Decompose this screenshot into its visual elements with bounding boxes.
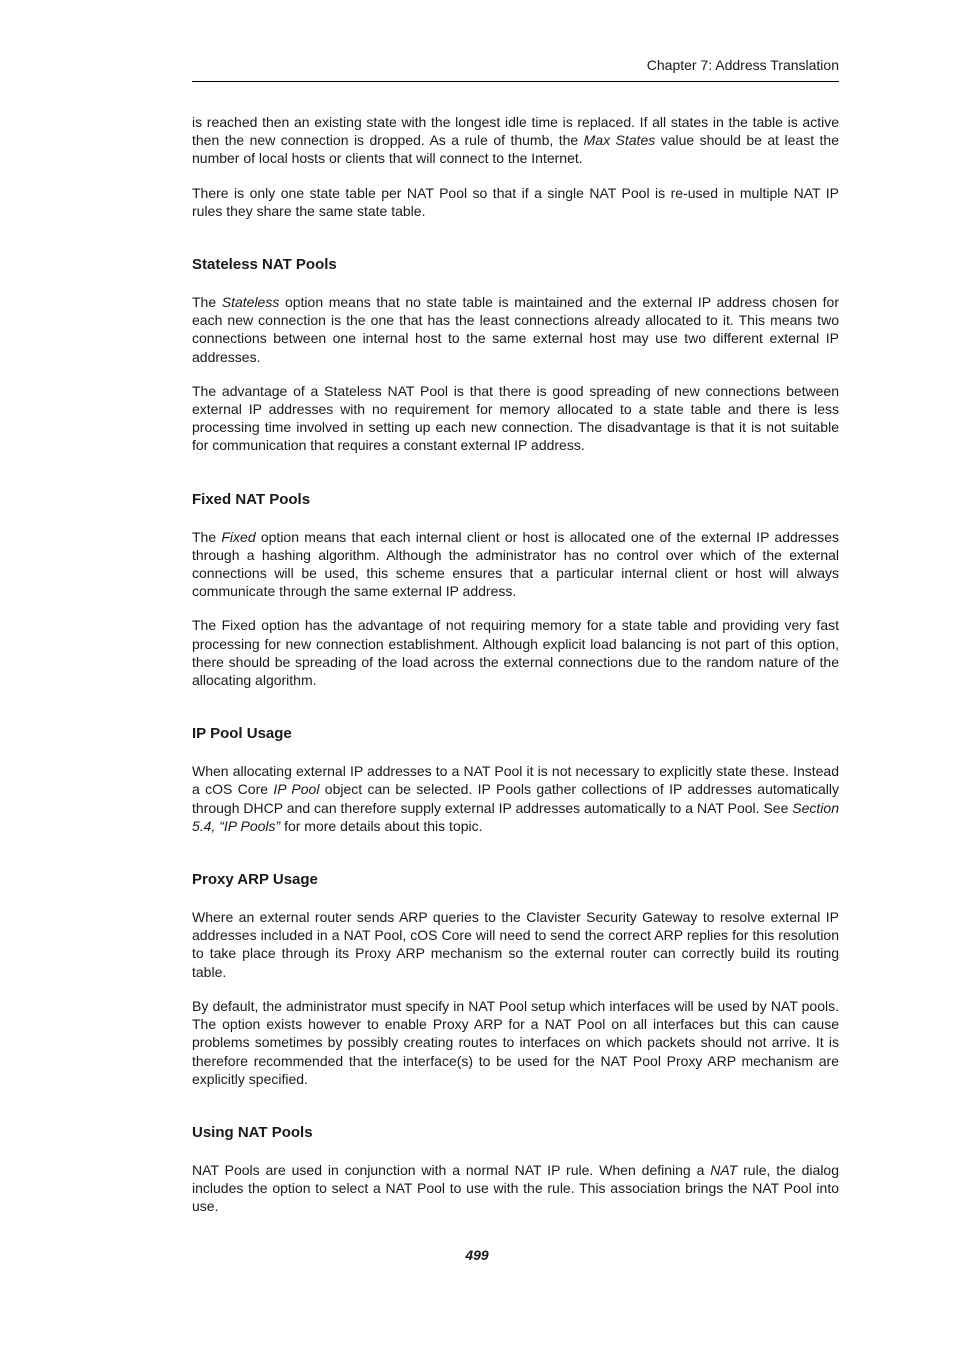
intro-paragraph-1: is reached then an existing state with the longest idle time is replaced. If all states in the table is active then the new connection is dropped. As a rule of thumb, the Max States value should be at least the number of local hosts or clients that will connect to the Internet. <box>192 114 840 167</box>
stateless-term: Stateless <box>221 294 280 311</box>
page-header <box>192 55 839 82</box>
page-content <box>192 113 839 1232</box>
section-heading-stateless: Stateless NAT Pools <box>192 256 337 274</box>
section-reference-link[interactable]: Section 5.4, “IP Pools” <box>192 799 839 834</box>
proxy-arp-paragraph-1: Where an external router sends ARP queries to the Clavister Security Gateway to resolve external IP addresses included in a NAT Pool, cOS Core will need to send the correct ARP replies for this resolution to take place through its Proxy ARP mechanism so the external router can correctly build its routing table. <box>192 909 839 980</box>
using-paragraph-1: NAT Pools are used in conjunction with a normal NAT IP rule. When defining a NAT rule, the dialog includes the option to select a NAT Pool to use with the rule. This association brings the NAT Pool into use. <box>192 1161 839 1215</box>
fixed-paragraph-2: The Fixed option has the advantage of not requiring memory for a state table and providing very fast processing for new connection establishment. Although explicit load balancing is not part of this option, there should be spreading of the load across the external connections due to the random nature of the allocating algorithm. <box>192 617 839 689</box>
section-heading-using: Using NAT Pools <box>192 1123 313 1141</box>
intro-paragraph-2: There is only one state table per NAT Pool so that if a single NAT Pool is re-used in multiple NAT IP rules they share the same state table. <box>192 184 839 219</box>
ip-pool-term: IP Pool <box>273 781 320 798</box>
stateless-paragraph-2: The advantage of a Stateless NAT Pool is that there is good spreading of new connections between external IP addresses with no requirement for memory allocated to a state table and there is less processing time involved in setting up each new connection. The disadvantage is that it is not suitable for communication that requires a constant external IP address. <box>192 382 839 454</box>
section-heading-fixed: Fixed NAT Pools <box>192 490 311 508</box>
proxy-arp-paragraph-2: By default, the administrator must specify in NAT Pool setup which interfaces will be used by NAT pools. The option exists however to enable Proxy ARP for a NAT Pool on all interfaces but this can cause problems sometimes by possibly creating routes to interfaces on which packets should not arrive. It is therefore recommended that the interface(s) to be used for the NAT Pool Proxy ARP mechanism are explicitly specified. <box>192 997 839 1087</box>
nat-term: NAT <box>710 1161 738 1178</box>
max-states-term: Max States <box>583 132 656 149</box>
fixed-paragraph-1: The Fixed option means that each internal client or host is allocated one of the external IP addresses through a hashing algorithm. Although the administrator has no control over which of the external connections will be used, this scheme ensures that a particular internal client or host will always communicate through the same external IP address. <box>192 528 839 600</box>
page-number: 499 <box>465 1247 489 1263</box>
ip-pool-paragraph-1: When allocating external IP addresses to a NAT Pool it is not necessary to explicitly state these. Instead a cOS Core IP Pool object can be selected. IP Pools gather collections of IP addresses automatically through DHCP and can therefore supply external IP addresses automatically to a NAT Pool. See Section 5.4, “IP Pools” for more details about this topic. <box>192 763 840 834</box>
section-heading-proxy-arp: Proxy ARP Usage <box>192 871 318 889</box>
section-heading-ip-pool: IP Pool Usage <box>192 725 292 743</box>
fixed-term: Fixed <box>221 528 256 545</box>
chapter-title: Chapter 7: Address Translation <box>646 57 839 73</box>
stateless-paragraph-1: The Stateless option means that no state table is maintained and the external IP address chosen for each new connection is the one that has the least connections already allocated to it. This means two connections between one internal host to the same external host may use two different external IP addresses. <box>192 294 839 365</box>
